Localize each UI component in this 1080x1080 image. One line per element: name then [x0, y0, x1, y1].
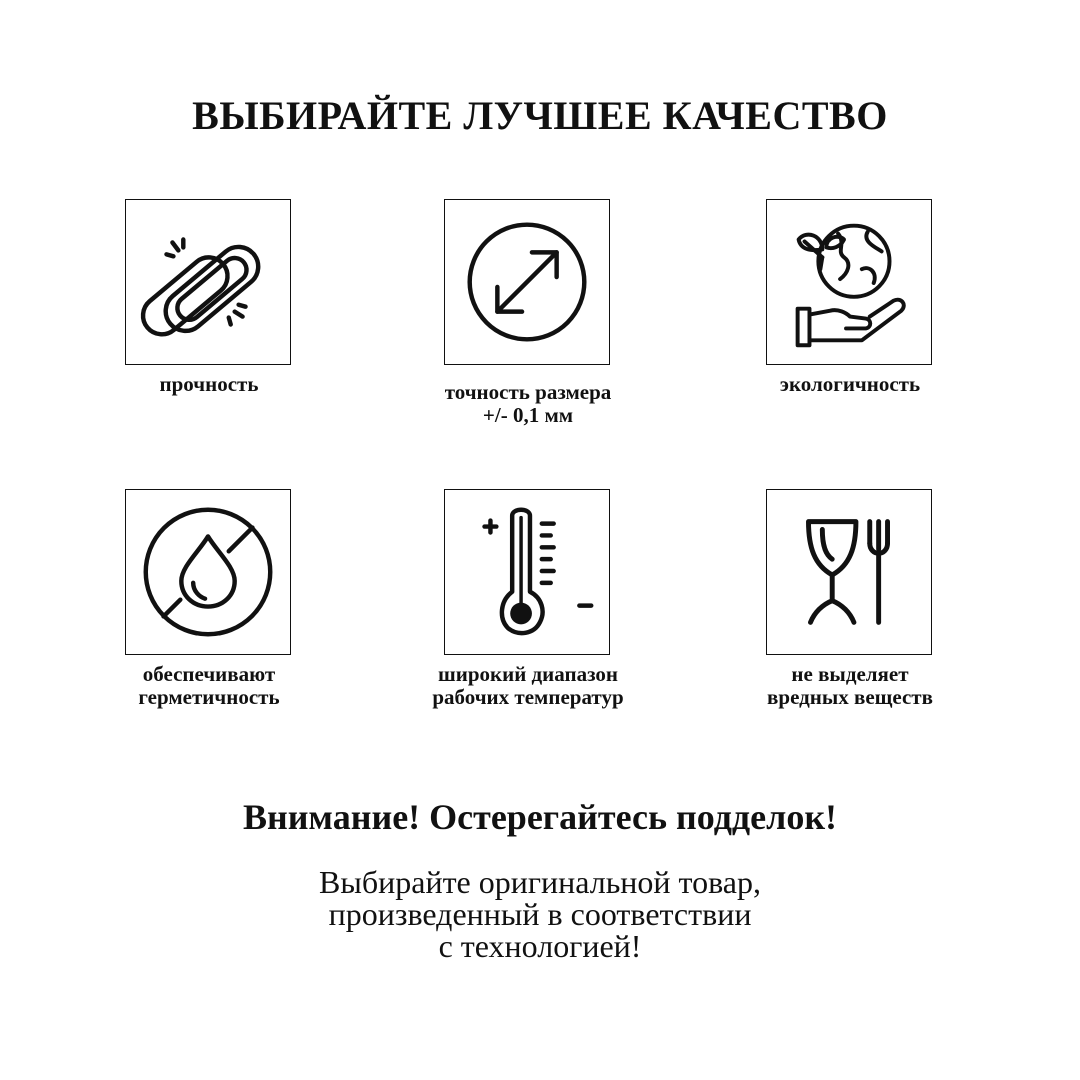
chain-link-icon: [126, 200, 290, 364]
warning-description: Выбирайте оригинальной товар, произведенный в соответствии с технологией!: [318, 864, 761, 964]
food-safe-glass-fork-icon: [767, 490, 931, 654]
feature-label-temperature: широкий диапазон рабочих температур: [432, 662, 624, 709]
eco-globe-hand-icon: [767, 200, 931, 364]
feature-box-strength: [125, 199, 291, 365]
feature-box-food-safe: [766, 489, 932, 655]
feature-label-eco: экологичность: [779, 372, 921, 396]
feature-label-accuracy: точность размера +/- 0,1 мм: [444, 380, 612, 427]
feature-box-sealing: [125, 489, 291, 655]
no-water-drop-icon: [126, 490, 290, 654]
warning-title: Внимание! Остерегайтесь подделок!: [242, 797, 838, 837]
feature-label-food-safe: не выделяет вредных веществ: [767, 662, 933, 709]
feature-label-strength: прочность: [159, 372, 259, 396]
diagonal-arrow-icon: [445, 200, 609, 364]
feature-box-accuracy: [444, 199, 610, 365]
feature-box-eco: [766, 199, 932, 365]
feature-label-sealing: обеспечивают герметичность: [138, 662, 280, 709]
feature-box-temperature: [444, 489, 610, 655]
page-title: ВЫБИРАЙТЕ ЛУЧШЕЕ КАЧЕСТВО: [192, 93, 888, 138]
thermometer-icon: [445, 490, 609, 654]
